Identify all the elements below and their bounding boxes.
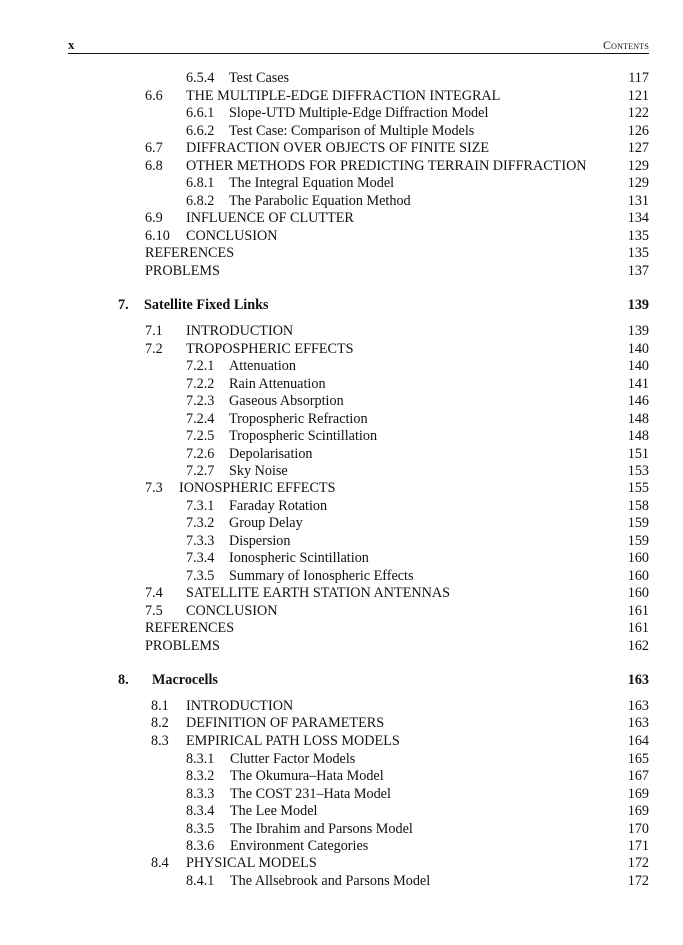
toc-number: 8.3.3: [186, 786, 215, 802]
toc-number: 6.8.2: [186, 193, 215, 209]
toc-title: Tropospheric Refraction: [229, 411, 368, 427]
toc-page-number: 131: [627, 193, 649, 209]
toc-title: The Ibrahim and Parsons Model: [230, 821, 413, 837]
toc-number: 7.2.4: [186, 411, 215, 427]
toc-number: 8.3.4: [186, 803, 215, 819]
toc-number: 7.2.7: [186, 463, 215, 479]
toc-subsection-entry: [0, 514, 683, 532]
toc-page-number: 160: [627, 568, 649, 584]
toc-title: The Allsebrook and Parsons Model: [230, 873, 431, 889]
toc-number: 7.3.2: [186, 515, 215, 531]
toc-page-number: 127: [627, 140, 649, 156]
toc-number: 7.2.3: [186, 393, 215, 409]
toc-number: 7.2.6: [186, 446, 215, 462]
toc-number: 7.3: [145, 480, 163, 496]
toc-subsection-entry: [0, 785, 683, 803]
toc-title: IONOSPHERIC EFFECTS: [179, 480, 336, 496]
toc-subsection-entry: [0, 767, 683, 785]
toc-section-entry: [0, 714, 683, 732]
toc-subsection-entry: [0, 497, 683, 515]
toc-title: INTRODUCTION: [186, 698, 294, 714]
toc-title: Environment Categories: [230, 838, 369, 854]
toc-number: 6.8.1: [186, 175, 215, 191]
toc-number: 8.2: [151, 715, 169, 731]
toc-number: 6.10: [145, 228, 170, 244]
toc-number: 8.: [118, 672, 129, 688]
toc-title: Ionospheric Scintillation: [229, 550, 369, 566]
toc-subsection-entry: [0, 427, 683, 445]
toc-subsection-entry: [0, 750, 683, 768]
toc-title: PROBLEMS: [145, 263, 220, 279]
toc-chapter-entry: [0, 671, 683, 689]
toc-page-number: 135: [627, 245, 649, 261]
toc-title: OTHER METHODS FOR PREDICTING TERRAIN DIFFRACTION: [186, 158, 587, 174]
toc-section-entry: [0, 87, 683, 105]
toc-page-number: 159: [627, 533, 649, 549]
toc-title: Clutter Factor Models: [230, 751, 356, 767]
toc-title: Test Case: Comparison of Multiple Models: [229, 123, 475, 139]
toc-number: 8.4: [151, 855, 169, 871]
toc-title: The Okumura–Hata Model: [230, 768, 384, 784]
toc-title: PHYSICAL MODELS: [186, 855, 317, 871]
toc-subsection-entry: [0, 445, 683, 463]
toc-number: 7.3.1: [186, 498, 215, 514]
toc-subsection-entry: [0, 392, 683, 410]
running-head: Contents: [602, 38, 649, 52]
toc-page-number: 153: [627, 463, 649, 479]
toc-page-number: 148: [627, 428, 649, 444]
toc-page-number: 160: [627, 585, 649, 601]
toc-subsection-entry: [0, 174, 683, 192]
toc-page-number: 148: [627, 411, 649, 427]
toc-title: Summary of Ionospheric Effects: [229, 568, 414, 584]
toc-title: Attenuation: [229, 358, 296, 374]
toc-page-number: 169: [627, 786, 649, 802]
toc-title: DEFINITION OF PARAMETERS: [186, 715, 385, 731]
toc-title: EMPIRICAL PATH LOSS MODELS: [186, 733, 400, 749]
toc-section-entry: [0, 262, 683, 280]
toc-number: 6.5.4: [186, 70, 215, 86]
toc-page-number: 170: [627, 821, 649, 837]
toc-subsection-entry: [0, 802, 683, 820]
toc-page-number: 134: [627, 210, 649, 226]
toc-subsection-entry: [0, 567, 683, 585]
toc-subsection-entry: [0, 410, 683, 428]
toc-number: 7.5: [145, 603, 163, 619]
toc-title: The Parabolic Equation Method: [229, 193, 411, 209]
toc-page-number: 172: [627, 873, 649, 889]
toc-subsection-entry: [0, 837, 683, 855]
toc-section-entry: [0, 322, 683, 340]
toc-page-number: 126: [627, 123, 649, 139]
toc-section-entry: [0, 602, 683, 620]
toc-title: Satellite Fixed Links: [144, 297, 269, 313]
toc-title: INFLUENCE OF CLUTTER: [186, 210, 354, 226]
toc-title: TROPOSPHERIC EFFECTS: [186, 341, 354, 357]
toc-title: Gaseous Absorption: [229, 393, 344, 409]
toc-number: 7.3.4: [186, 550, 215, 566]
toc-title: CONCLUSION: [186, 228, 278, 244]
toc-subsection-entry: [0, 375, 683, 393]
toc-number: 7.3.3: [186, 533, 215, 549]
toc-page-number: 121: [627, 88, 649, 104]
toc-title: Dispersion: [229, 533, 291, 549]
toc-page-number: 139: [627, 297, 649, 313]
toc-number: 6.6.1: [186, 105, 215, 121]
toc-subsection-entry: [0, 872, 683, 890]
toc-number: 7.2.1: [186, 358, 215, 374]
toc-subsection-entry: [0, 532, 683, 550]
toc-page-number: 169: [627, 803, 649, 819]
toc-page-number: 163: [627, 715, 649, 731]
toc-number: 8.4.1: [186, 873, 215, 889]
page-number: x: [68, 37, 75, 52]
toc-section-entry: [0, 244, 683, 262]
toc-title: DIFFRACTION OVER OBJECTS OF FINITE SIZE: [186, 140, 490, 156]
toc-page-number: 160: [627, 550, 649, 566]
toc-title: REFERENCES: [145, 245, 235, 261]
toc-page-number: 151: [627, 446, 649, 462]
toc-number: 7.4: [145, 585, 163, 601]
toc-number: 8.1: [151, 698, 169, 714]
toc-page-number: 140: [627, 341, 649, 357]
toc-title: The Integral Equation Model: [229, 175, 395, 191]
toc-number: 7.3.5: [186, 568, 215, 584]
toc-page-number: 163: [627, 698, 649, 714]
toc-number: 8.3: [151, 733, 169, 749]
toc-page-number: 159: [627, 515, 649, 531]
toc-number: 7.2: [145, 341, 163, 357]
toc-title: Macrocells: [152, 672, 218, 688]
toc-subsection-entry: [0, 820, 683, 838]
toc-number: 8.3.1: [186, 751, 215, 767]
toc-title: Depolarisation: [229, 446, 313, 462]
toc-title: REFERENCES: [145, 620, 235, 636]
toc-title: Sky Noise: [229, 463, 288, 479]
toc-page-number: 161: [627, 620, 649, 636]
toc-number: 7.1: [145, 323, 163, 339]
toc-page-number: 141: [627, 376, 649, 392]
toc-section-entry: [0, 619, 683, 637]
toc-page-number: 129: [627, 158, 649, 174]
toc-number: 7.2.5: [186, 428, 215, 444]
toc-page-number: 165: [627, 751, 649, 767]
toc-number: 7.: [118, 297, 129, 313]
toc-title: Group Delay: [229, 515, 303, 531]
toc-section-entry: [0, 854, 683, 872]
toc-section-entry: [0, 584, 683, 602]
toc-title: Rain Attenuation: [229, 376, 326, 392]
toc-page-number: 137: [627, 263, 649, 279]
toc-page-number: 117: [628, 70, 649, 86]
toc-section-entry: [0, 227, 683, 245]
toc-section-entry: [0, 697, 683, 715]
toc-page-number: 161: [627, 603, 649, 619]
toc-title: INTRODUCTION: [186, 323, 294, 339]
toc-subsection-entry: [0, 192, 683, 210]
toc-title: THE MULTIPLE-EDGE DIFFRACTION INTEGRAL: [186, 88, 501, 104]
toc-number: 6.6.2: [186, 123, 215, 139]
toc-section-entry: [0, 479, 683, 497]
toc-subsection-entry: [0, 69, 683, 87]
toc-number: 8.3.5: [186, 821, 215, 837]
toc-section-entry: [0, 732, 683, 750]
toc-page-number: 171: [627, 838, 649, 854]
toc-title: Faraday Rotation: [229, 498, 328, 514]
toc-page-number: 139: [627, 323, 649, 339]
toc-page-number: 135: [627, 228, 649, 244]
toc-number: 7.2.2: [186, 376, 215, 392]
toc-title: Tropospheric Scintillation: [229, 428, 378, 444]
toc-page-number: 163: [627, 672, 649, 688]
toc-subsection-entry: [0, 104, 683, 122]
toc-chapter-entry: [0, 296, 683, 314]
toc-page-number: 122: [627, 105, 649, 121]
toc-subsection-entry: [0, 462, 683, 480]
toc-page-number: 172: [627, 855, 649, 871]
toc-subsection-entry: [0, 549, 683, 567]
toc-section-entry: [0, 209, 683, 227]
toc-section-entry: [0, 139, 683, 157]
toc-title: PROBLEMS: [145, 638, 220, 654]
toc-page-number: 155: [627, 480, 649, 496]
header-rule: [68, 53, 649, 54]
toc-section-entry: [0, 340, 683, 358]
toc-title: Slope-UTD Multiple-Edge Diffraction Model: [229, 105, 489, 121]
toc-page-number: 140: [627, 358, 649, 374]
toc-page-number: 129: [627, 175, 649, 191]
toc-section-entry: [0, 157, 683, 175]
toc-title: SATELLITE EARTH STATION ANTENNAS: [186, 585, 451, 601]
toc-title: The Lee Model: [230, 803, 318, 819]
toc-number: 8.3.2: [186, 768, 215, 784]
toc-number: 6.9: [145, 210, 163, 226]
toc-page-number: 164: [627, 733, 649, 749]
toc-title: Test Cases: [229, 70, 290, 86]
toc-number: 6.6: [145, 88, 163, 104]
toc-page-number: 146: [627, 393, 649, 409]
toc-page-number: 167: [627, 768, 649, 784]
toc-number: 6.8: [145, 158, 163, 174]
toc-page-number: 158: [627, 498, 649, 514]
toc-page-number: 162: [627, 638, 649, 654]
toc-title: The COST 231–Hata Model: [230, 786, 391, 802]
toc-number: 6.7: [145, 140, 163, 156]
toc-subsection-entry: [0, 122, 683, 140]
toc-title: CONCLUSION: [186, 603, 278, 619]
toc-subsection-entry: [0, 357, 683, 375]
toc-section-entry: [0, 637, 683, 655]
toc-number: 8.3.6: [186, 838, 215, 854]
